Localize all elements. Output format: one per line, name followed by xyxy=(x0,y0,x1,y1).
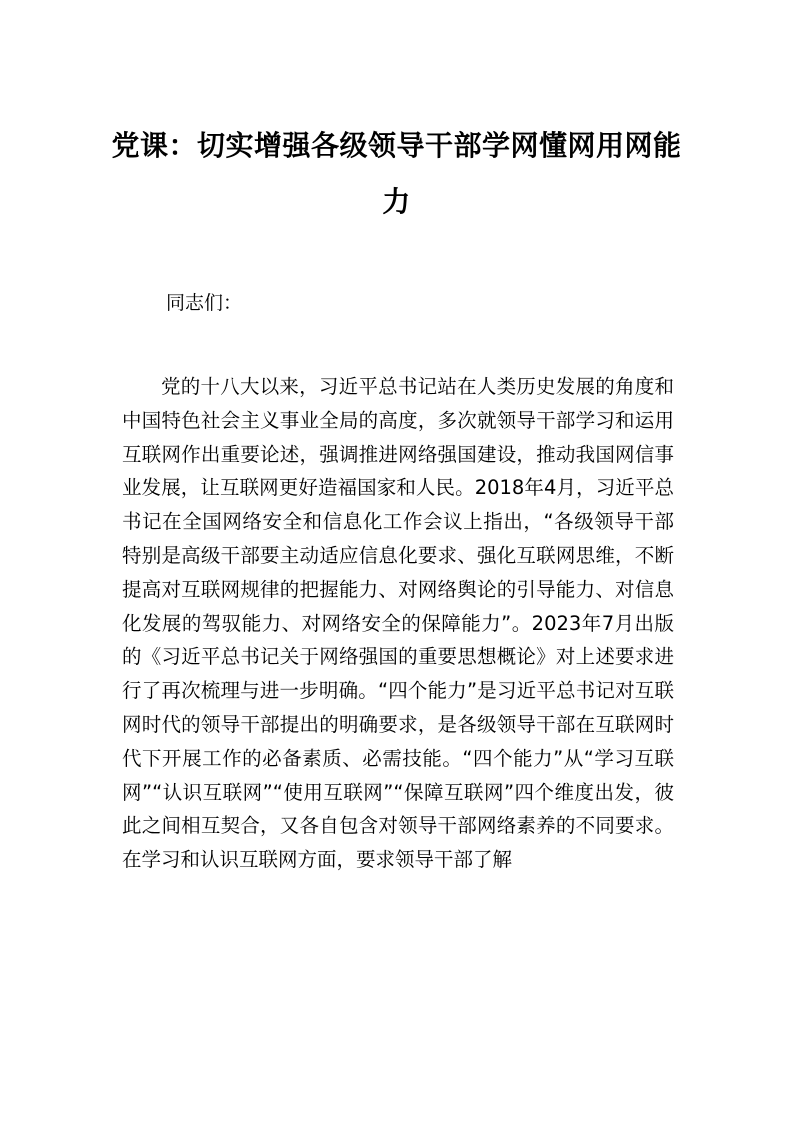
document-title: 党课：切实增强各级领导干部学网懂网用网能力 xyxy=(111,129,682,218)
body-paragraph: 党的十八大以来，习近平总书记站在人类历史发展的角度和中国特色社会主义事业全局的高度，多次就领导干部学习和运用互联网作出重要论述，强调推进网络强国建设，推动我国网信事业发展，让互联网更好造福国家和人民。2018年4月，习近平总书记在全国网络安全和信息化工作会议上指出，“各级领导干部特别是高级干部要主动适应信息化要求、强化互联网思维，不断提高对互联网规律的把握能力、对网络舆论的引导能力、对信息化发展的驾驭能力、对网络安全的保障能力”。2023年7月出版的《习近平总书记关于网络强国的重要思想概论》对上述要求进行了再次梳理与进一步明确。“四个能力”是习近平总书记对互联网时代的领导干部提出的明确要求，是各级领导干部在互联网时代下开展工作的必备素质、必需技能。“四个能力”从“学习互联网”“认识互联网”“使用互联网”“保障互联网”四个维度出发，彼此之间相互契合，又各自包含对领导干部网络素养的不同要求。在学习和认识互联网方面，要求领导干部了解 xyxy=(122,375,674,872)
greeting-line: 同志们： xyxy=(166,292,243,314)
